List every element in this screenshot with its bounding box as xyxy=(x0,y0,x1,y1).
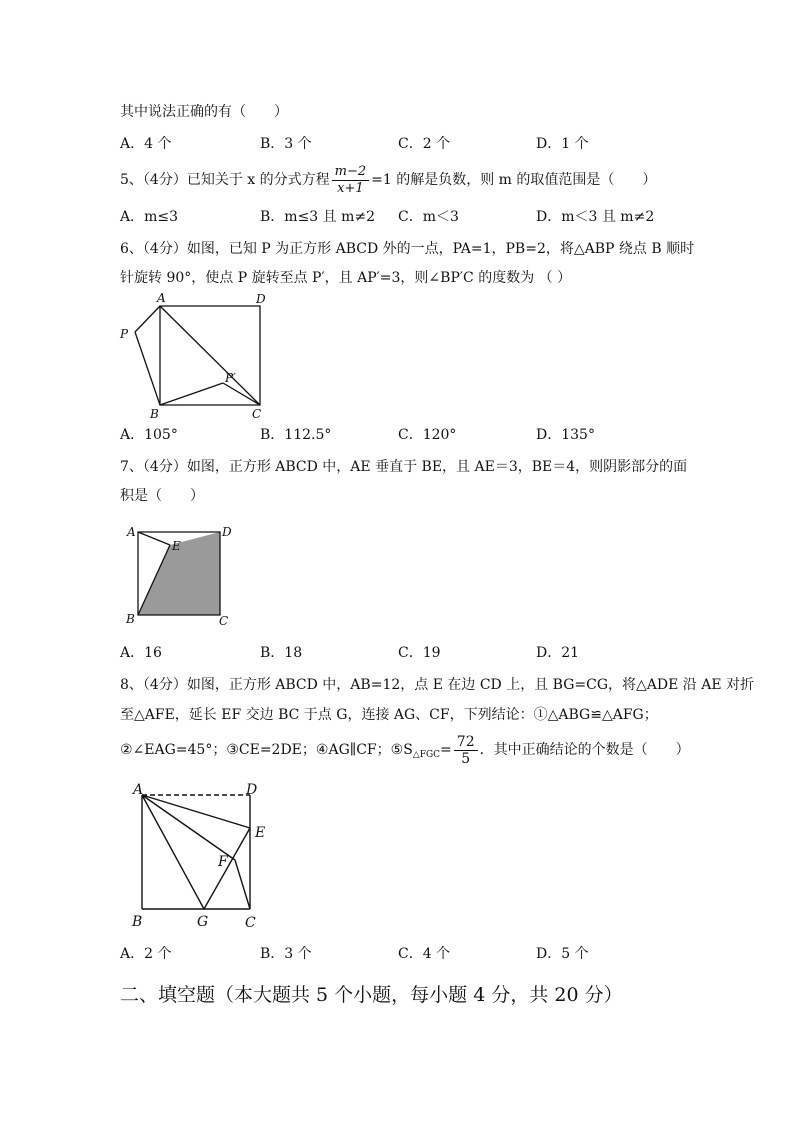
q8-option-d: D．5 个 xyxy=(536,946,589,962)
question-6-line1: 6、（4分）如图，已知 P 为正方形 ABCD 外的一点，PA=1，PB=2，将△ABP 绕点 B 顺时 xyxy=(120,241,695,257)
q5-option-b: B．m≤3 且 m≠2 xyxy=(260,209,376,225)
q8-label-f: F xyxy=(218,854,228,870)
q5-prefix: 5、（4分）已知关于 x 的分式方程 xyxy=(120,172,330,188)
q7-option-b: B．18 xyxy=(260,645,303,661)
option-c: C．2 个 xyxy=(398,136,451,152)
question-7-line2: 积是（ ） xyxy=(120,488,204,504)
q7-option-d: D．21 xyxy=(536,645,580,661)
q8-option-a: A．2 个 xyxy=(120,946,172,962)
q8-option-c: C．4 个 xyxy=(398,946,451,962)
q7-figure xyxy=(118,518,243,630)
q8-figure xyxy=(125,778,285,936)
q6-label-b: B xyxy=(150,407,159,421)
q6-label-a: A xyxy=(157,291,166,305)
q6-label-d: D xyxy=(256,292,266,306)
option-a: A．4 个 xyxy=(120,136,172,152)
q5-fraction xyxy=(332,164,370,197)
q5-frac-den: x+1 xyxy=(337,180,364,196)
section-heading: 二、填空题（本大题共 5 个小题，每小题 4 分，共 20 分） xyxy=(120,984,623,1006)
q8-label-b: B xyxy=(132,914,143,930)
q5-option-c: C．m＜3 xyxy=(398,209,459,225)
q8-equals: = xyxy=(440,742,452,758)
q8-line3-prefix: ②∠EAG=45°；③CE=2DE；④AG∥CF；⑤S xyxy=(120,742,413,758)
q8-option-b: B．3 个 xyxy=(260,946,312,962)
q7-label-e: E xyxy=(172,539,181,553)
q7-label-a: A xyxy=(127,525,136,539)
q8-label-g: G xyxy=(197,914,209,930)
q8-label-d: D xyxy=(246,782,258,798)
q8-label-c: C xyxy=(245,915,256,931)
question-8-line3 xyxy=(120,730,690,775)
option-d: D．1 个 xyxy=(536,136,589,152)
q6-option-c: C．120° xyxy=(398,427,457,443)
q6-label-c: C xyxy=(252,407,262,421)
q7-label-c: C xyxy=(219,614,229,628)
q8-area-subscript: △FGC xyxy=(412,750,441,760)
q6-option-b: B．112.5° xyxy=(260,427,332,443)
q8-fraction xyxy=(454,734,478,767)
q7-label-b: B xyxy=(126,612,135,626)
q8-line3-suffix: ．其中正确结论的个数是（ ） xyxy=(479,742,690,758)
q8-label-e: E xyxy=(255,825,266,841)
question-8-line2: 至△AFE，延长 EF 交边 BC 于点 G，连接 AG、CF，下列结论：①△ABG≌△AFG； xyxy=(120,707,658,723)
q5-option-a: A．m≤3 xyxy=(120,209,179,225)
q5-suffix: =1 的解是负数，则 m 的取值范围是（ ） xyxy=(371,172,657,188)
question-6-line2: 针旋转 90°，使点 P 旋转至点 P′，且 AP′=3，则∠BP′C 的度数为 （ ） xyxy=(120,270,572,286)
q8-frac-den: 5 xyxy=(461,750,471,767)
q8-label-a: A xyxy=(133,782,144,798)
option-b: B．3 个 xyxy=(260,136,312,152)
q5-option-d: D．m＜3 且 m≠2 xyxy=(536,209,655,225)
q7-label-d: D xyxy=(222,525,232,539)
q6-label-p-prime: P′ xyxy=(225,371,236,385)
question-5-stem xyxy=(120,162,656,198)
q6-label-p: P xyxy=(120,327,129,341)
q7-option-c: C．19 xyxy=(398,645,441,661)
q6-option-d: D．135° xyxy=(536,427,595,443)
question-stem: 其中说法正确的有（ ） xyxy=(120,104,288,120)
q6-figure xyxy=(115,292,275,427)
q7-option-a: A．16 xyxy=(120,645,162,661)
q6-option-a: A．105° xyxy=(120,427,178,443)
question-7-line1: 7、（4分）如图，正方形 ABCD 中，AE 垂直于 BE，且 AE＝3，BE＝4，则阴影部分的面 xyxy=(120,459,688,475)
q8-frac-num: 72 xyxy=(454,734,478,751)
q5-frac-num: m−2 xyxy=(332,164,370,181)
question-8-line1: 8、（4分）如图，正方形 ABCD 中，AB=12，点 E 在边 CD 上，且 BG=CG，将△ADE 沿 AE 对折 xyxy=(120,677,755,693)
